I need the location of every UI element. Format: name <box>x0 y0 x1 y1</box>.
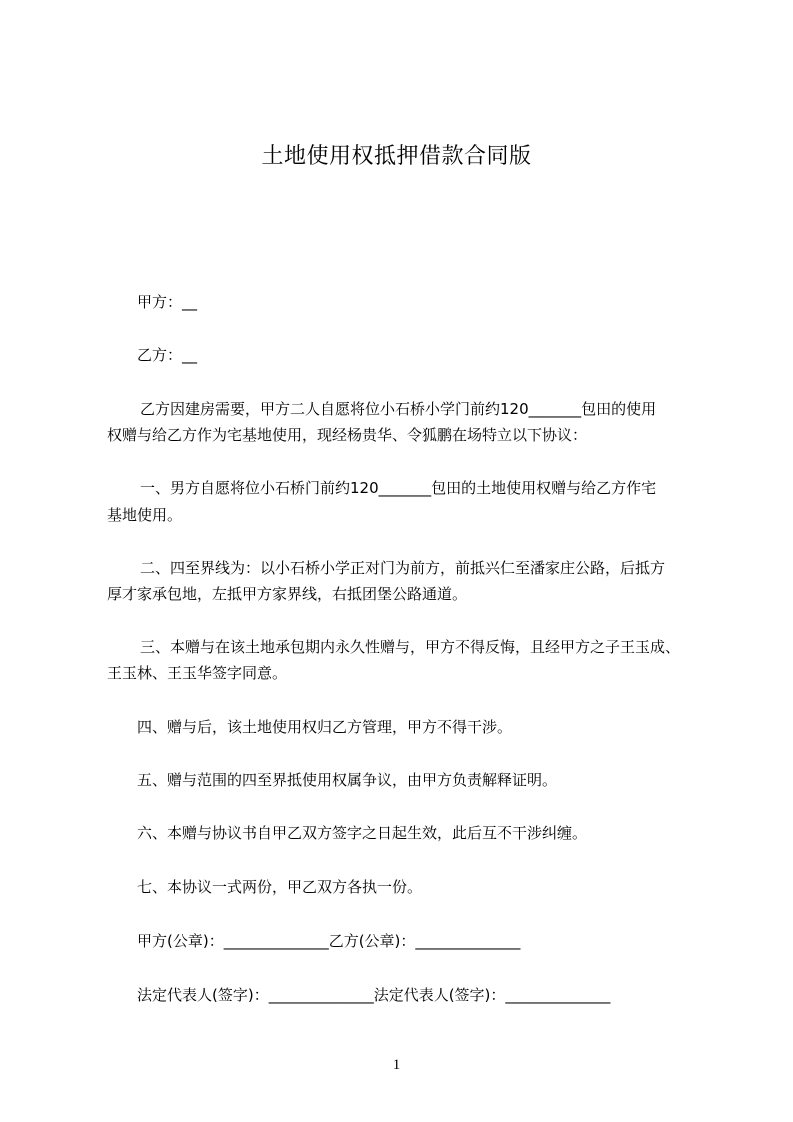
clause-3-line-2: 王玉林、王玉华签字同意。 <box>107 664 288 682</box>
clause-2-line-1: 二、四至界线为：以小石桥小学正对门为前方，前抵兴仁至潘家庄公路，后抵方 <box>140 559 666 577</box>
clause-6-line: 六、本赠与协议书自甲乙双方签字之日起生效，此后互不干涉纠缠。 <box>137 824 588 842</box>
clause-3-line-1: 三、本赠与在该土地承包期内永久性赠与，甲方不得反悔，且经甲方之子王玉成、 <box>140 638 681 656</box>
seal-signature-line: 甲方(公章)：______________乙方(公章)：______________ <box>137 932 521 950</box>
clause-7-line: 七、本协议一式两份，甲乙双方各执一份。 <box>137 878 423 896</box>
clause-1-line-1: 一、男方自愿将位小石桥门前约120_______包田的土地使用权赠与给乙方作宅 <box>140 479 657 497</box>
clause-1-line-2: 基地使用。 <box>107 506 183 524</box>
document-title: 土地使用权抵押借款合同版 <box>261 144 532 169</box>
party-b-line: 乙方：__ <box>137 346 198 364</box>
intro-paragraph-line-2: 权赠与给乙方作为宅基地使用，现经杨贵华、令狐鹏在场特立以下协议： <box>107 426 588 444</box>
clause-4-line: 四、赠与后，该土地使用权归乙方管理，甲方不得干涉。 <box>137 718 513 736</box>
intro-paragraph-line-1: 乙方因建房需要，甲方二人自愿将位小石桥小学门前约120_______包田的使用 <box>140 400 657 418</box>
clause-2-line-2: 厚才家承包地，左抵甲方家界线，右抵团堡公路通道。 <box>107 585 468 603</box>
representative-signature-line: 法定代表人(签字)：______________法定代表人(签字)：______________ <box>137 986 611 1004</box>
page-number: 1 <box>392 1057 401 1073</box>
clause-5-line: 五、赠与范围的四至界抵使用权属争议，由甲方负责解释证明。 <box>137 771 558 789</box>
party-a-line: 甲方：__ <box>137 293 198 311</box>
